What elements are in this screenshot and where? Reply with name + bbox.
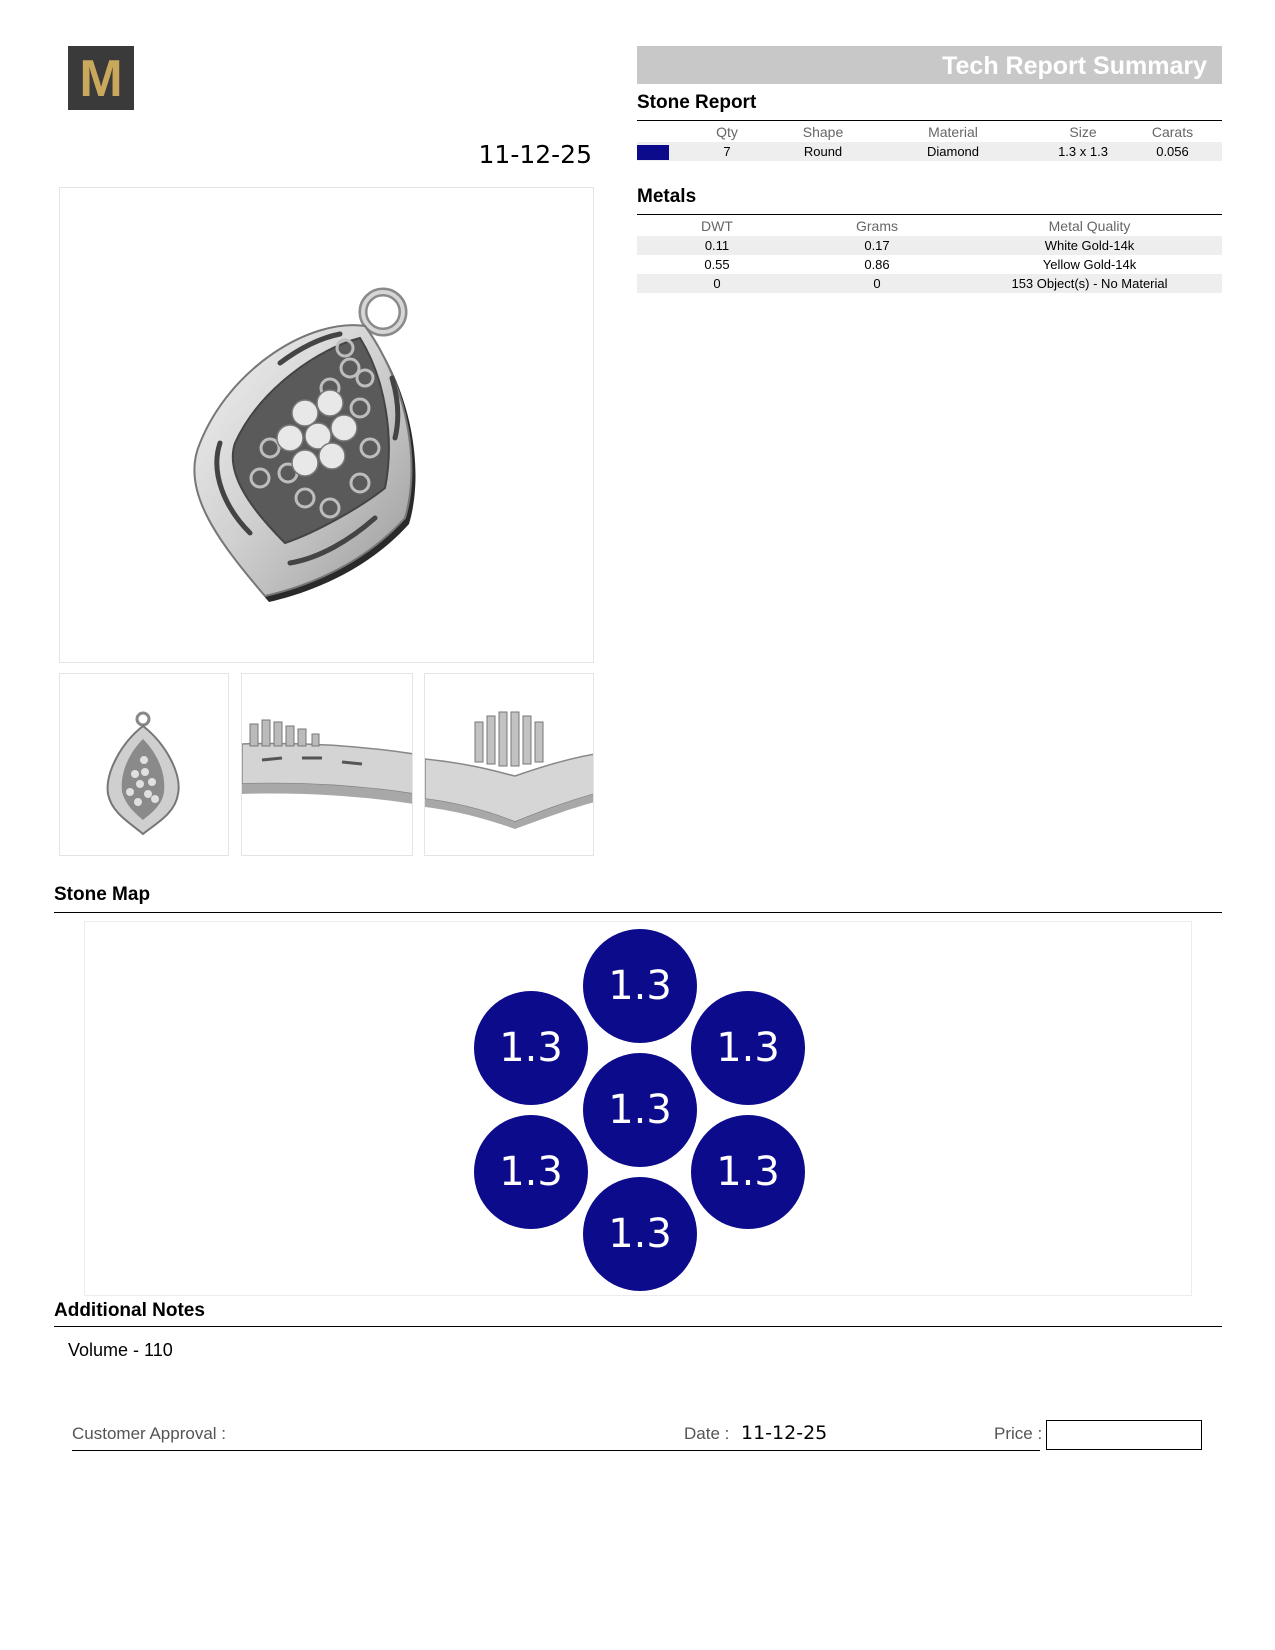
metals-rule <box>637 214 1222 215</box>
stone-report-header-row <box>637 122 1222 142</box>
stone-report-title: Stone Report <box>637 92 757 113</box>
customer-approval-label: Customer Approval : <box>72 1424 227 1443</box>
table-row <box>637 255 1222 274</box>
additional-notes-text: Volume - 110 <box>68 1340 173 1360</box>
pendant-side-thumbnail <box>241 673 413 856</box>
approval-date-label: Date : <box>684 1424 730 1443</box>
stone-circle: 1.3 <box>474 991 588 1105</box>
signature-line[interactable] <box>72 1450 1040 1451</box>
table-row <box>637 274 1222 293</box>
metal-grams: 0.17 <box>797 236 957 255</box>
stone-circle: 1.3 <box>583 1177 697 1291</box>
stone-size: 1.3 x 1.3 <box>1043 142 1123 161</box>
stone-map-title: Stone Map <box>54 884 151 905</box>
metal-dwt: 0.11 <box>637 236 797 255</box>
metal-quality: 153 Object(s) - No Material <box>957 274 1222 293</box>
metals-header-row <box>637 216 1222 236</box>
stone-color-swatch <box>637 145 669 160</box>
stone-qty: 7 <box>671 142 783 161</box>
table-row <box>637 142 1222 161</box>
col-carats: Carats <box>1151 124 1194 140</box>
report-title-bar <box>637 46 1222 84</box>
col-swatch <box>637 122 671 142</box>
pendant-main-render <box>59 187 594 663</box>
metals-table <box>637 216 1222 293</box>
report-date: 11-12-25 <box>478 140 592 169</box>
metal-quality: White Gold-14k <box>957 236 1222 255</box>
metal-grams: 0 <box>797 274 957 293</box>
metal-dwt: 0 <box>637 274 797 293</box>
approval-date-value: 11-12-25 <box>741 1422 828 1444</box>
stone-map <box>84 921 1192 1296</box>
metal-quality: Yellow Gold-14k <box>1042 257 1137 272</box>
additional-notes-title: Additional Notes <box>54 1300 205 1321</box>
stone-shape: Round <box>783 142 863 161</box>
stone-material: Diamond <box>863 142 1043 161</box>
price-field[interactable] <box>1046 1420 1202 1450</box>
col-dwt: DWT <box>701 218 733 234</box>
stone-report-table <box>637 122 1222 161</box>
col-metal-quality: Metal Quality <box>1048 218 1131 234</box>
stone-circle: 1.3 <box>474 1115 588 1229</box>
logo-letter: M <box>79 50 123 108</box>
col-size: Size <box>1069 124 1097 140</box>
report-title: Tech Report Summary <box>942 52 1207 80</box>
stone-circle: 1.3 <box>691 991 805 1105</box>
pendant-top-thumbnail <box>424 673 594 856</box>
price-label: Price : <box>994 1424 1043 1443</box>
stone-map-rule <box>54 912 1222 913</box>
col-shape: Shape <box>802 124 844 140</box>
col-qty: Qty <box>716 124 738 140</box>
stone-circle: 1.3 <box>583 1053 697 1167</box>
stone-circle: 1.3 <box>691 1115 805 1229</box>
metals-title: Metals <box>637 186 697 207</box>
company-logo <box>68 46 134 110</box>
stone-report-rule <box>637 120 1222 121</box>
pendant-front-thumbnail <box>59 673 229 856</box>
additional-notes-rule <box>54 1326 1222 1327</box>
metal-grams: 0.86 <box>864 257 890 272</box>
col-material: Material <box>928 124 978 140</box>
metal-dwt: 0.55 <box>704 257 730 272</box>
table-row <box>637 236 1222 255</box>
stone-circle: 1.3 <box>583 929 697 1043</box>
col-grams: Grams <box>856 218 898 234</box>
stone-carats: 0.056 <box>1123 142 1222 161</box>
